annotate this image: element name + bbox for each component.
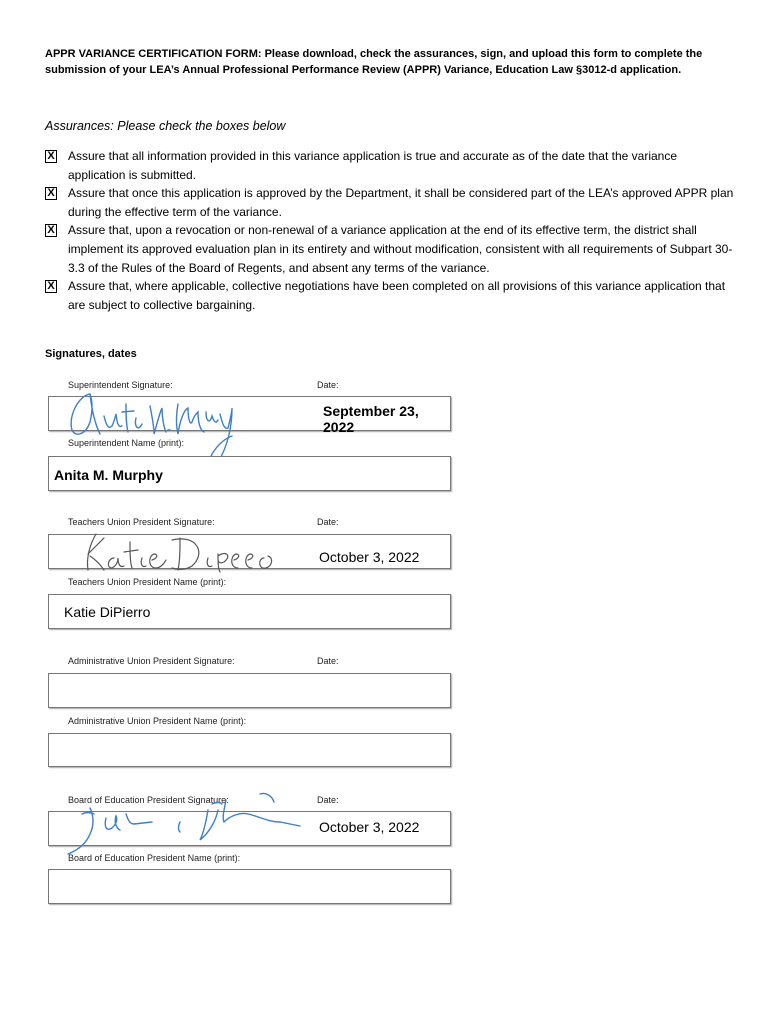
assurance-item	[45, 221, 735, 277]
board-name-field[interactable]	[48, 869, 451, 904]
assurance-checkbox[interactable]: X	[45, 224, 57, 237]
teachers-union-name-field[interactable]	[48, 594, 451, 629]
superintendent-date-label: Date:	[317, 380, 339, 390]
assurances-title: Assurances: Please check the boxes below	[45, 119, 286, 133]
assurance-text: Assure that, upon a revocation or non-renewal of a variance application at the end of its effective term, the district shall implement its approved evaluation plan in its entirety and without modification, consistent with all requirements of Subpart 30-3.3 of the Rules of the Board of Regents, and absent any terms of the variance.	[68, 223, 733, 275]
superintendent-date-value: September 23, 2022	[323, 403, 419, 435]
admin-union-name-label: Administrative Union President Name (print):	[68, 716, 247, 726]
board-date-label: Date:	[317, 795, 339, 805]
board-name-label: Board of Education President Name (print):	[68, 853, 241, 863]
assurance-checkbox[interactable]: X	[45, 187, 57, 200]
superintendent-name-label: Superintendent Name (print):	[68, 438, 185, 448]
teachers-union-signature-image	[68, 528, 288, 578]
assurance-text: Assure that all information provided in this variance application is true and accurate as of the date that the variance application is submitted.	[68, 149, 678, 182]
board-date-value: October 3, 2022	[319, 819, 420, 835]
superintendent-name-value: Anita M. Murphy	[54, 467, 163, 483]
teachers-union-signature-label: Teachers Union President Signature:	[68, 517, 215, 527]
assurance-text: Assure that once this application is approved by the Department, it shall be considered part of the LEA’s approved APPR plan during the effective term of the variance.	[68, 186, 734, 219]
superintendent-signature-label: Superintendent Signature:	[68, 380, 173, 390]
board-signature-label: Board of Education President Signature:	[68, 795, 229, 805]
assurance-item	[45, 184, 735, 221]
assurance-text: Assure that, where applicable, collective negotiations have been completed on all provisions of this variance application that are subject to collective bargaining.	[68, 279, 726, 312]
admin-union-signature-field[interactable]	[48, 673, 451, 708]
teachers-union-date-label: Date:	[317, 517, 339, 527]
admin-union-signature-label: Administrative Union President Signature:	[68, 656, 235, 666]
signatures-heading: Signatures, dates	[45, 348, 137, 360]
board-signature-image	[60, 792, 320, 862]
teachers-union-name-label: Teachers Union President Name (print):	[68, 577, 227, 587]
assurance-item	[45, 147, 735, 184]
assurance-item	[45, 277, 735, 314]
admin-union-date-label: Date:	[317, 656, 339, 666]
form-header: APPR VARIANCE CERTIFICATION FORM: Please download, check the assurances, sign, and upload this form to complete the submission of your LEA’s Annual Professional Performance Review (APPR) Variance, Education Law §3012-d application.	[45, 48, 703, 76]
assurances-list	[45, 147, 735, 314]
assurance-checkbox[interactable]: X	[45, 280, 57, 293]
teachers-union-name-value: Katie DiPierro	[64, 604, 151, 620]
assurance-checkbox[interactable]: X	[45, 150, 57, 163]
teachers-union-date-value: October 3, 2022	[319, 549, 420, 565]
superintendent-name-field[interactable]	[48, 456, 451, 491]
admin-union-name-field[interactable]	[48, 733, 451, 767]
